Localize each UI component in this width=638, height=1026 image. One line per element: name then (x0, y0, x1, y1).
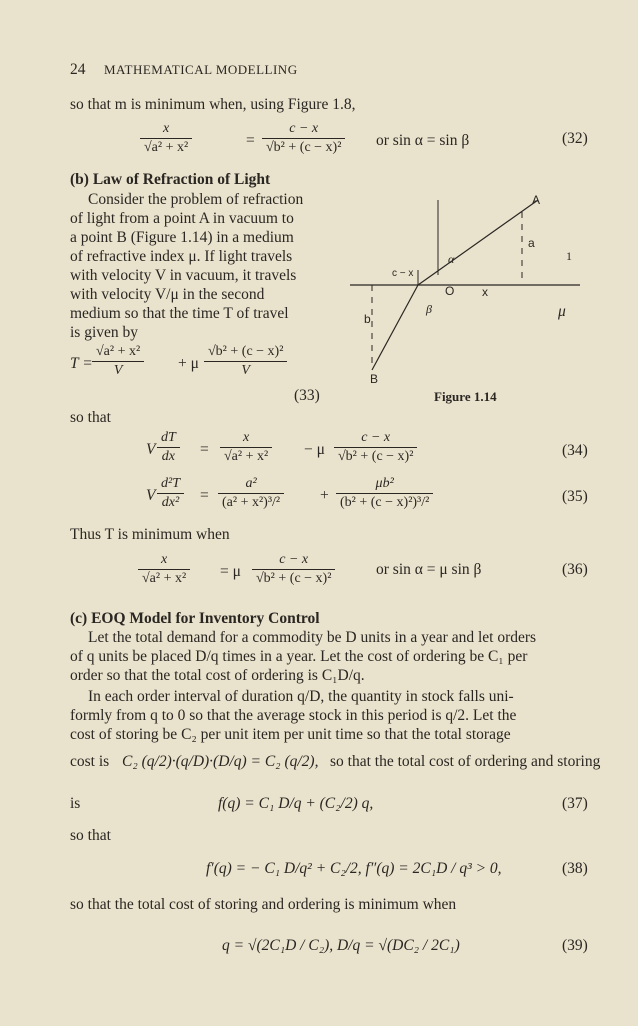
sec-b-line: of light from a point A in vacuum to (70, 210, 294, 227)
figure-1-14 (350, 190, 590, 390)
eq33-plus: + μ (178, 355, 199, 372)
is-text: is (70, 795, 81, 812)
figure-label-alpha: α (448, 252, 455, 266)
sec-b-line: with velocity V in vacuum, it travels (70, 267, 297, 284)
eq37-label: (37) (562, 795, 588, 812)
eq35-label: (35) (562, 488, 588, 505)
sec-b-line: Consider the problem of refraction (88, 191, 304, 208)
eq36-mid: = μ (220, 563, 241, 580)
eq35-plus: + (320, 487, 329, 504)
eq36-t1 (138, 552, 190, 587)
figure-label-O: O (445, 284, 455, 298)
figure-label-1: 1 (566, 249, 572, 263)
eq34-lhs-den: dx (161, 449, 175, 464)
eq36-t1-den: √a² + x² (142, 571, 187, 586)
eq35-pre: V (146, 487, 156, 504)
figure-label-A: A (532, 193, 541, 207)
refracted-ray (372, 285, 418, 370)
figure-label-cx: c − x (392, 268, 414, 279)
eq32-rhs-num: c − x (289, 121, 319, 136)
eq35-eq: = (200, 487, 209, 504)
section-c-heading: (c) EOQ Model for Inventory Control (70, 610, 320, 627)
eq34-minus: − μ (304, 441, 325, 458)
eq33-T: T = (70, 355, 93, 372)
incident-ray (418, 200, 538, 285)
eq32-or: or sin α = sin β (376, 132, 470, 149)
eq32-eq: = (246, 132, 255, 149)
eq35-t2 (336, 476, 433, 511)
eq35-lhs-num: d²T (161, 476, 180, 491)
eq34-t2-num: c − x (361, 430, 391, 445)
sec-c-p1-line: of q units be placed D/q times in a year. Let the cost of ordering be C₁ per (70, 648, 528, 665)
eq32-rhs (262, 121, 345, 156)
eq35-lhs-den: dx² (161, 495, 180, 510)
eq36-t2 (252, 552, 335, 587)
thus-line: Thus T is minimum when (70, 526, 230, 543)
sec-c-p2-line: cost of storing be C₂ per unit item per unit time so that the total storage (70, 726, 511, 743)
eq35-t2-den: (b² + (c − x)²)³/² (340, 495, 430, 510)
sec-c-p1-line: order so that the total cost of ordering is C₁D/q. (70, 667, 365, 684)
section-c-paragraph-1 (70, 628, 590, 685)
sec-b-line: a point B (Figure 1.14) in a medium (70, 229, 294, 246)
page-number: 24 (70, 61, 86, 78)
eq32-label: (32) (562, 130, 588, 147)
eq34-t1 (220, 430, 272, 465)
eq34-t2-den: √b² + (c − x)² (338, 449, 414, 464)
eq36-label: (36) (562, 561, 588, 578)
so-that-2: so that (70, 827, 111, 844)
figure-label-mu: μ (558, 303, 566, 320)
eq32-rhs-den: √b² + (c − x)² (266, 140, 342, 155)
eq33-term2 (204, 344, 287, 379)
equation-39: q = √(2C₁D / C₂), D/q = √(DC₂ / 2C₁) (222, 937, 460, 954)
eq33-label: (33) (294, 387, 320, 404)
eq36-t1-num: x (160, 552, 168, 567)
sec-b-line: of refractive index μ. If light travels (70, 248, 293, 265)
eq32-lhs-den: √a² + x² (144, 140, 189, 155)
figure-label-B: B (370, 372, 379, 386)
section-c-paragraph-2 (70, 687, 590, 744)
eq35-t1-den: (a² + x²)³/² (222, 495, 281, 510)
eq35-t1 (218, 476, 284, 511)
eq34-t1-den: √a² + x² (224, 449, 269, 464)
eq33-term1 (92, 344, 144, 379)
eq32-lhs-num: x (162, 121, 170, 136)
section-b-text (70, 190, 340, 342)
eq35-t2-num: μb² (375, 476, 394, 491)
eq34-eq: = (200, 441, 209, 458)
eq36-t2-num: c − x (279, 552, 309, 567)
eq35-t1-num: a² (245, 476, 257, 491)
sec-c-p2-line: formly from q to 0 so that the average stock in this period is q/2. Let the (70, 707, 517, 724)
eq36-or: or sin α = μ sin β (376, 561, 482, 578)
eq35-lhs (157, 476, 184, 511)
so-that-1: so that (70, 409, 111, 426)
eq36-t2-den: √b² + (c − x)² (256, 571, 332, 586)
eq34-label: (34) (562, 442, 588, 459)
figure-label-beta: β (426, 302, 432, 316)
figure-label-a: a (528, 236, 535, 250)
eq34-t2 (334, 430, 417, 465)
cost-expression: C₂ (q/2)·(q/D)·(D/q) = C₂ (q/2), (122, 753, 319, 770)
sec-c-p2-line: In each order interval of duration q/D, the quantity in stock falls uni- (88, 688, 514, 705)
section-b-heading: (b) Law of Refraction of Light (70, 171, 271, 188)
eq34-lhs-num: dT (161, 430, 176, 445)
cost-tail: so that the total cost of ordering and storing (330, 753, 601, 770)
eq33-n2: √b² + (c − x)² (208, 344, 284, 359)
eq34-t1-num: x (242, 430, 250, 445)
figure-caption: Figure 1.14 (434, 389, 497, 404)
eq32-lhs (140, 121, 192, 156)
conclusion-line: so that the total cost of storing and ordering is minimum when (70, 896, 457, 913)
sec-b-line: is given by (70, 324, 139, 341)
intro-line: so that m is minimum when, using Figure 1.8, (70, 96, 356, 113)
cost-is: cost is (70, 753, 110, 770)
eq34-pre: V (146, 441, 156, 458)
running-title: MATHEMATICAL MODELLING (104, 62, 298, 77)
sec-c-p1-line: Let the total demand for a commodity be D units in a year and let orders (88, 629, 537, 646)
eq33-d2: V (241, 363, 250, 378)
figure-label-x: x (482, 285, 488, 299)
equation-38: f′(q) = − C₁ D/q² + C₂/2, f″(q) = 2C₁D / q³ > 0, (206, 860, 502, 877)
sec-b-line: medium so that the time T of travel (70, 305, 289, 322)
eq33-n1: √a² + x² (96, 344, 141, 359)
eq39-label: (39) (562, 937, 588, 954)
equation-37: f(q) = C₁ D/q + (C₂/2) q, (218, 795, 374, 812)
figure-label-b: b (364, 312, 371, 326)
sec-b-line: with velocity V/μ in the second (70, 286, 265, 303)
eq38-label: (38) (562, 860, 588, 877)
eq33-d1: V (113, 363, 123, 378)
eq34-lhs (157, 430, 180, 465)
